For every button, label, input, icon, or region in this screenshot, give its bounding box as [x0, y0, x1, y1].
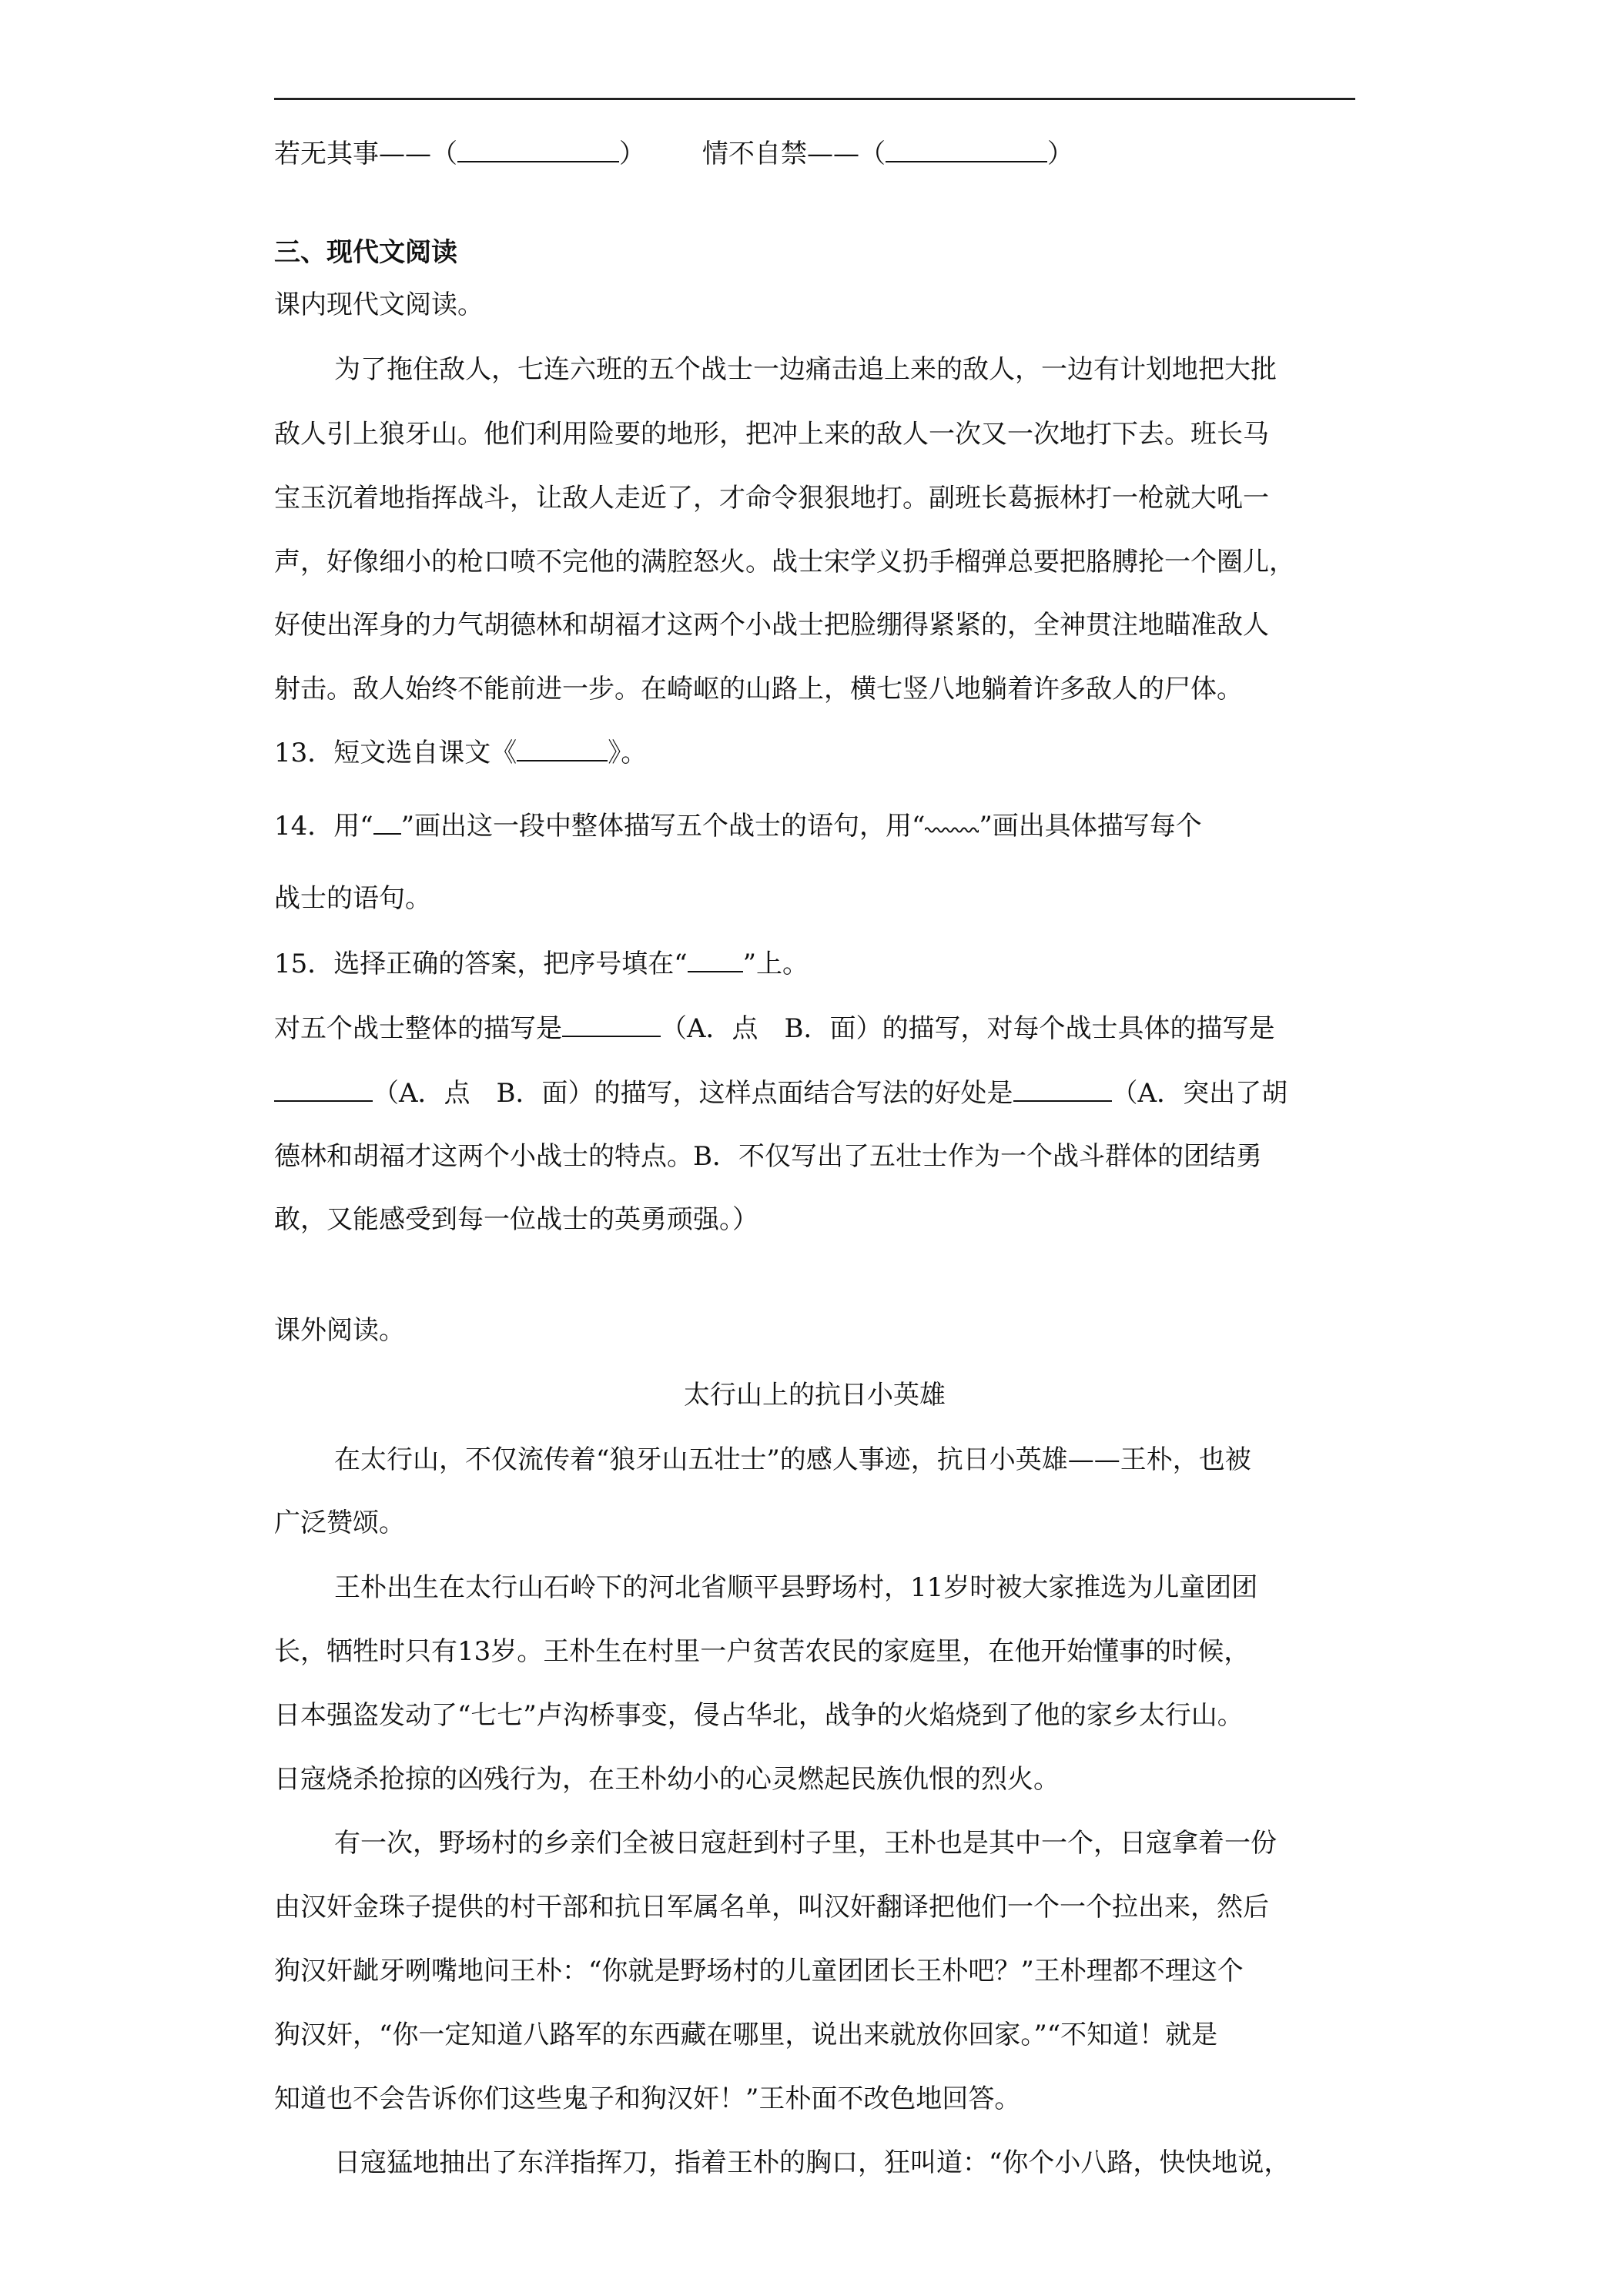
answer-blank-q15-1[interactable] — [562, 1012, 661, 1037]
answer-blank-2[interactable] — [886, 138, 1047, 162]
passage-line: 宝玉沉着地指挥战斗，让敌人走近了，才命令狠狠地打。副班长葛振林打一枪就大吼一 — [274, 483, 1269, 514]
word-2: 情不自禁 — [702, 139, 807, 169]
passage-line: 为了拖住敌人，七连六班的五个战士一边痛击追上来的敌人，一边有计划地把大批 — [334, 354, 1277, 385]
question-15-line4: 敢，又能感受到每一位战士的英勇顽强。） — [274, 1204, 758, 1235]
section-intro: 课内现代文阅读。 — [274, 290, 484, 320]
article-line: 在太行山，不仅流传着“狼牙山五壮士”的感人事迹，抗日小英雄——王朴，也被 — [334, 1444, 1251, 1475]
answer-blank-q13[interactable] — [517, 737, 608, 761]
question-14-line2: 战士的语句。 — [274, 883, 431, 914]
article-line: 长，牺牲时只有13岁。王朴生在村里一户贫苦农民的家庭里，在他开始懂事的时候， — [274, 1636, 1251, 1667]
question-15-line2: （A．点 B．面）的描写，这样点面结合写法的好处是 （A．突出了胡 — [274, 1076, 1355, 1110]
article-line: 狗汉奸龇牙咧嘴地问王朴：“你就是野场村的儿童团团长王朴吧？”王朴理都不理这个 — [274, 1956, 1244, 1986]
extra-reading-intro: 课外阅读。 — [274, 1315, 405, 1346]
word-explanation-line: 若无其事——（ ） 情不自禁——（ ） — [274, 139, 1073, 169]
passage-line: 声，好像细小的枪口喷不完他的满腔怒火。战士宋学义扔手榴弹总要把胳膊抡一个圈儿， — [274, 547, 1295, 577]
answer-blank-q15-3[interactable] — [1013, 1077, 1112, 1102]
article-line: 王朴出生在太行山石岭下的河北省顺平县野场村，11岁时被大家推选为儿童团团 — [334, 1572, 1258, 1603]
answer-blank-q15-2[interactable] — [274, 1077, 373, 1102]
passage-line: 好使出浑身的力气胡德林和胡福才这两个小战士把脸绷得紧紧的，全神贯注地瞄准敌人 — [274, 610, 1269, 641]
article-title: 太行山上的抗日小英雄 — [684, 1380, 946, 1411]
passage-line: 射击。敌人始终不能前进一步。在崎岖的山路上，横七竖八地躺着许多敌人的尸体。 — [274, 674, 1243, 705]
article-line: 有一次，野场村的乡亲们全被日寇赶到村子里，王朴也是其中一个，日寇拿着一份 — [334, 1828, 1277, 1859]
article-line: 广泛赞颂。 — [274, 1508, 405, 1538]
article-line: 日本强盗发动了“七七”卢沟桥事变，侵占华北，战争的火焰烧到了他的家乡太行山。 — [274, 1700, 1244, 1731]
question-15-line1: 对五个战士整体的描写是 （A．点 B．面）的描写，对每个战士具体的描写是 — [274, 1013, 1275, 1044]
article-line: 由汉奸金珠子提供的村干部和抗日军属名单，叫汉奸翻译把他们一个一个拉出来，然后 — [274, 1892, 1269, 1923]
question-15: 15．选择正确的答案，把序号填在“ ”上。 — [274, 949, 809, 979]
straight-underline-sample — [373, 810, 401, 835]
question-13: 13．短文选自课文《 》。 — [274, 738, 648, 768]
word-1: 若无其事 — [274, 139, 379, 169]
passage-line: 敌人引上狼牙山。他们利用险要的地形，把冲上来的敌人一次又一次地打下去。班长马 — [274, 419, 1269, 450]
article-line: 日寇烧杀抢掠的凶残行为，在王朴幼小的心灵燃起民族仇恨的烈火。 — [274, 1764, 1060, 1795]
answer-blank-1[interactable] — [457, 138, 619, 162]
question-15-line3: 德林和胡福才这两个小战士的特点。B．不仅写出了五壮士作为一个战斗群体的团结勇 — [274, 1141, 1262, 1172]
section-heading: 三、现代文阅读 — [274, 237, 457, 268]
wavy-underline-sample — [925, 825, 979, 835]
article-line: 狗汉奸，“你一定知道八路军的东西藏在哪里，说出来就放你回家。”“不知道！就是 — [274, 2020, 1218, 2050]
blank-sample — [688, 948, 743, 972]
article-line: 日寇猛地抽出了东洋指挥刀，指着王朴的胸口，狂叫道：“你个小八路，快快地说， — [334, 2147, 1291, 2178]
question-14: 14．用“ ”画出这一段中整体描写五个战士的语句，用“ ”画出具体描写每个 — [274, 811, 1202, 842]
article-line: 知道也不会告诉你们这些鬼子和狗汉奸！”王朴面不改色地回答。 — [274, 2083, 1021, 2114]
top-rule — [274, 98, 1355, 100]
